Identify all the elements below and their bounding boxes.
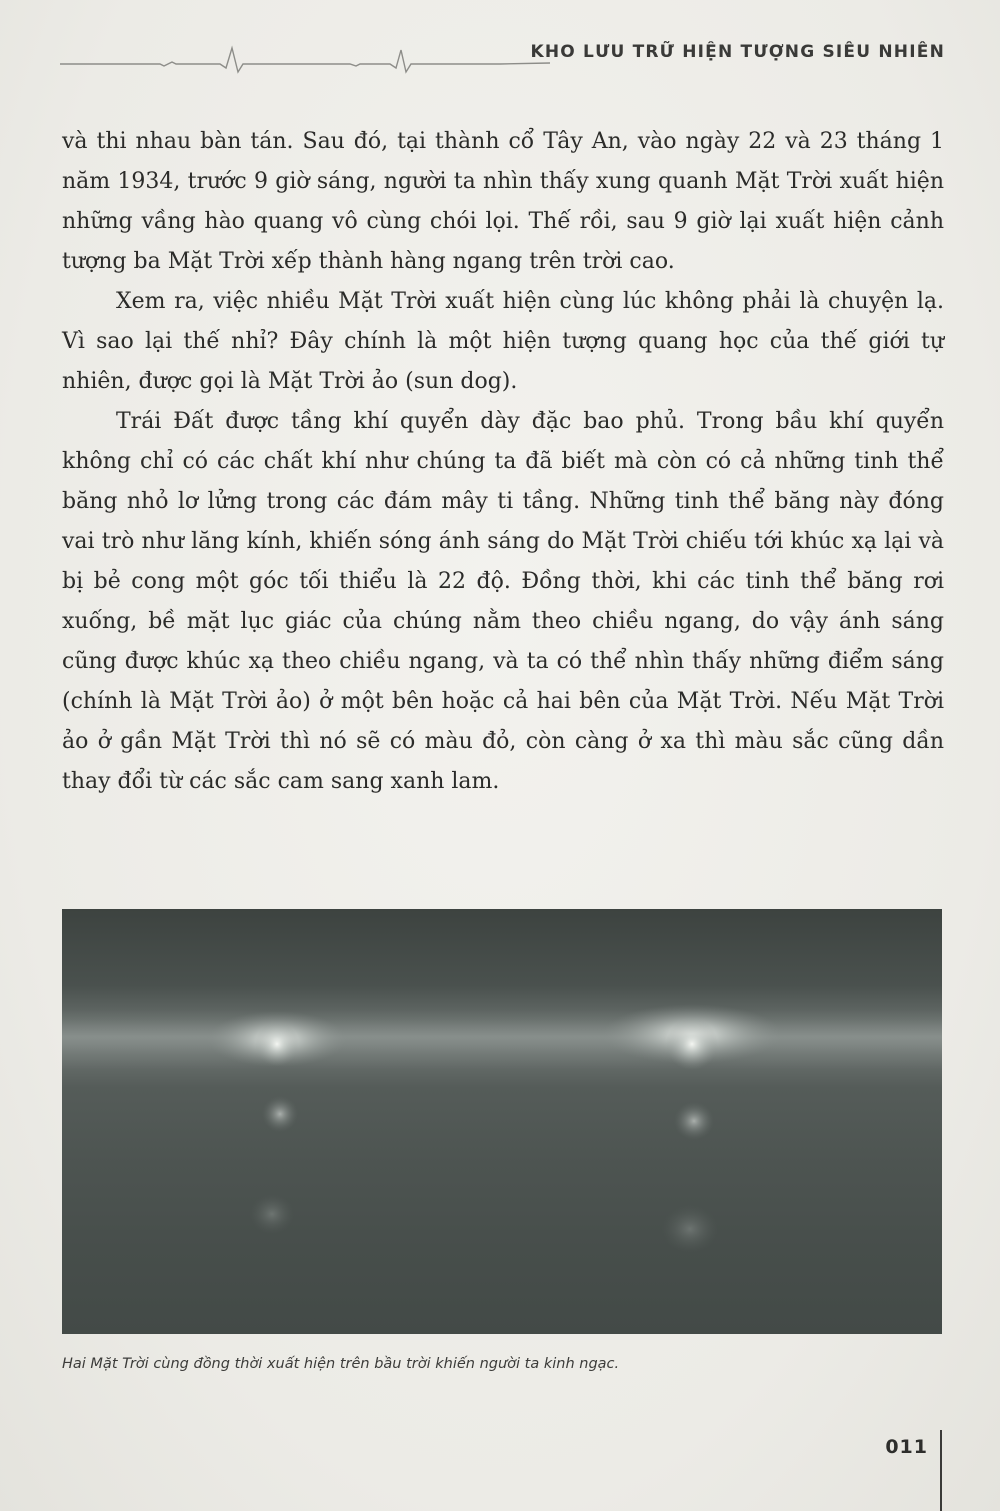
running-header (60, 30, 945, 80)
sun-dog-photo (62, 909, 942, 1334)
paragraph-3: Trái Đất được tầng khí quyển dày đặc bao phủ. Trong bầu khí quyển không chỉ có các chất khí như chúng ta đã biết mà còn có cả những tinh thể băng nhỏ lơ lửng trong các đám mây ti tầng. Những tinh thể băng này đóng vai trò như lăng kính, khiến sóng ánh sáng do Mặt Trời chiếu tới khúc xạ lại và bị bẻ cong một góc tối thiểu là 22 độ. Đồng thời, khi các tinh thể băng rơi xuống, bề mặt lục giác của chúng nằm theo chiều ngang, do vậy ánh sáng cũng được khúc xạ theo chiều ngang, và ta có thể nhìn thấy những điểm sáng (chính là Mặt Trời ảo) ở một bên hoặc cả hai bên của Mặt Trời. Nếu Mặt Trời ảo ở gần Mặt Trời thì nó sẽ có màu đỏ, còn càng ở xa thì màu sắc cũng dần thay đổi từ các sắc cam sang xanh lam. (62, 409, 944, 794)
figure-caption: Hai Mặt Trời cùng đồng thời xuất hiện trên bầu trời khiến người ta kinh ngạc. (62, 1356, 620, 1372)
page-number-rule (940, 1430, 942, 1511)
paragraph-1: và thi nhau bàn tán. Sau đó, tại thành cổ Tây An, vào ngày 22 và 23 tháng 1 năm 1934, trước 9 giờ sáng, người ta nhìn thấy xung quanh Mặt Trời xuất hiện những vầng hào quang vô cùng chói lọi. Thế rồi, sau 9 giờ lại xuất hiện cảnh tượng ba Mặt Trời xếp thành hàng ngang trên trời cao. (62, 129, 944, 274)
paragraph-2: Xem ra, việc nhiều Mặt Trời xuất hiện cùng lúc không phải là chuyện lạ. Vì sao lại thế nhỉ? Đây chính là một hiện tượng quang học của thế giới tự nhiên, được gọi là Mặt Trời ảo (sun dog). (62, 289, 944, 394)
body-text (62, 122, 944, 802)
header-title: KHO LƯU TRỮ HIỆN TƯỢNG SIÊU NHIÊN (530, 42, 945, 62)
heartbeat-line-icon (60, 42, 550, 82)
sun-dog-photo-illustration (62, 909, 942, 1334)
page-number: 011 (885, 1436, 928, 1458)
